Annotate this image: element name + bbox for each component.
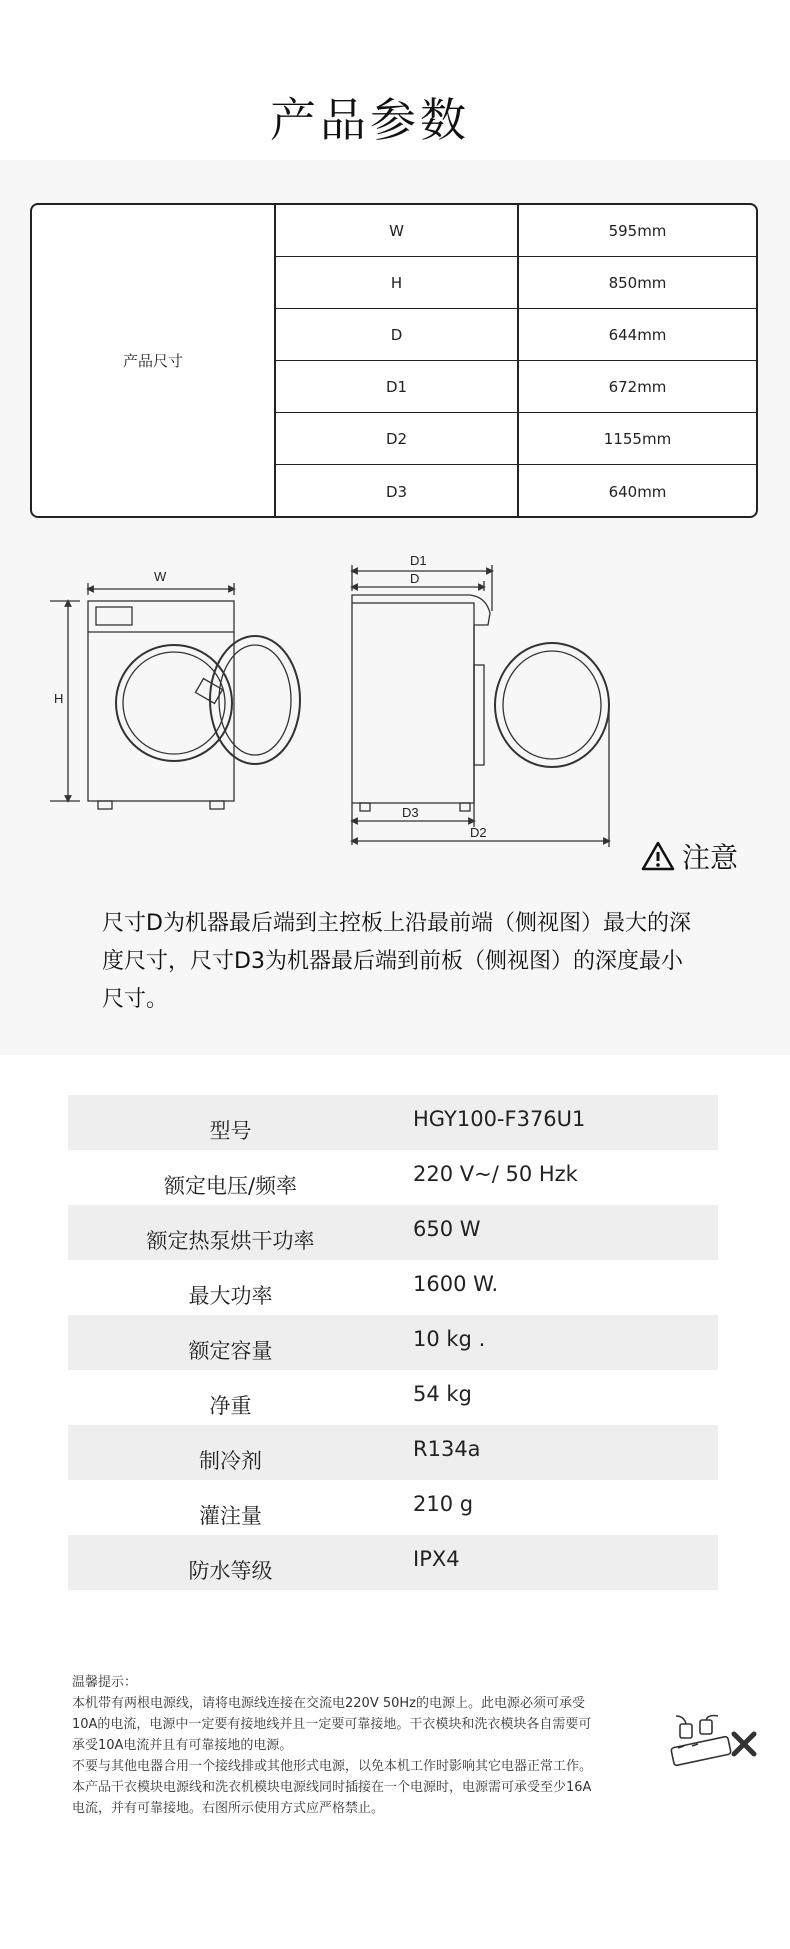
dimension-row [276,413,756,465]
notice-label: 注意 [682,841,739,874]
front-view-body [88,601,234,801]
dimensions-rows [276,205,756,516]
spec-row [68,1535,718,1590]
notice-heading [640,836,738,876]
spec-key: 型号 [209,1118,252,1143]
spec-row [68,1095,718,1150]
tips-line: 本产品干衣模块电源线和洗衣机模块电源线同时插接在一个电源时，电源需可承受至少16A [72,1780,592,1795]
dimension-value: 644mm [608,325,667,344]
tips-line: 承受10A电流并且有可靠接地的电源。 [72,1738,293,1753]
notice-text: 尺寸D为机器最后端到主控板上沿最前端（侧视图）最大的深度尺寸，尺寸D3为机器最后端到前板（侧视图）的深度最小尺寸。 [102,911,691,1012]
dimensions-table [30,203,758,518]
spec-key: 最大功率 [188,1283,273,1308]
dimension-value: 640mm [608,482,667,501]
dimension-key: D3 [276,465,519,518]
spec-row [68,1260,718,1315]
dimension-row [276,361,756,413]
dimension-key: W [276,205,519,256]
spec-key: 灌注量 [199,1503,262,1528]
dimension-row [276,465,756,518]
warning-icon [640,840,676,872]
label-w: W [154,569,167,584]
spec-key: 额定热泵烘干功率 [146,1228,315,1253]
spec-key: 制冷剂 [199,1448,262,1473]
spec-key: 额定容量 [188,1338,273,1363]
spec-key: 额定电压/频率 [163,1173,298,1198]
spec-value: R134a [413,1436,481,1461]
spec-row [68,1370,718,1425]
dimension-value: 595mm [608,221,667,240]
tips-line: 本机带有两根电源线，请将电源线连接在交流电220V 50Hz的电源上。此电源必须可承受 [72,1696,585,1711]
spec-value: IPX4 [413,1546,460,1571]
spec-value: 650 W [413,1216,481,1241]
dimension-key: D2 [276,413,519,464]
label-h: H [54,691,64,706]
tips-heading: 温馨提示： [72,1675,138,1690]
spec-key: 净重 [209,1393,252,1418]
label-d1: D1 [410,555,427,568]
side-view-door [495,643,609,767]
spec-row [68,1150,718,1205]
tips-line: 10A的电流，电源中一定要有接地线并且一定要可靠接地。干衣模块和洗衣模块各自需要可 [72,1717,592,1732]
dimension-diagram [40,555,640,855]
power-strip-prohibited-icon [668,1712,760,1774]
dimension-key: H [276,257,519,308]
label-d: D [410,571,420,586]
spec-row [68,1480,718,1535]
label-d3: D3 [402,805,419,820]
spec-value: HGY100-F376U1 [413,1106,586,1131]
spec-key: 防水等级 [188,1558,273,1583]
spec-row [68,1205,718,1260]
spec-value: 220 V~/ 50 Hzk [413,1161,578,1186]
tips-line: 不要与其他电器合用一个接线排或其他形式电源，以免本机工作时影响其它电器正常工作。 [72,1759,593,1774]
label-d2: D2 [470,825,487,840]
spec-table [68,1095,718,1590]
spec-row [68,1425,718,1480]
dimension-value: 850mm [608,273,667,292]
dimensions-label: 产品尺寸 [32,205,276,516]
spec-value: 10 kg . [413,1326,486,1351]
dimension-row [276,257,756,309]
dimension-row [276,309,756,361]
spec-value: 1600 W. [413,1271,499,1296]
dimension-key: D [276,309,519,360]
dimension-row [276,205,756,257]
spec-value: 210 g [413,1491,474,1516]
side-view-body [352,603,474,803]
dimension-value: 672mm [608,377,667,396]
dimension-value: 1155mm [603,429,672,448]
spec-row [68,1315,718,1370]
page-title: 产品参数 [270,93,470,147]
tips-line: 电流，并有可靠接地。右图所示使用方式应严格禁止。 [72,1801,385,1816]
dimension-key: D1 [276,361,519,412]
tips-block [72,1672,662,1819]
front-view-door [210,636,300,764]
spec-value: 54 kg [413,1381,472,1406]
